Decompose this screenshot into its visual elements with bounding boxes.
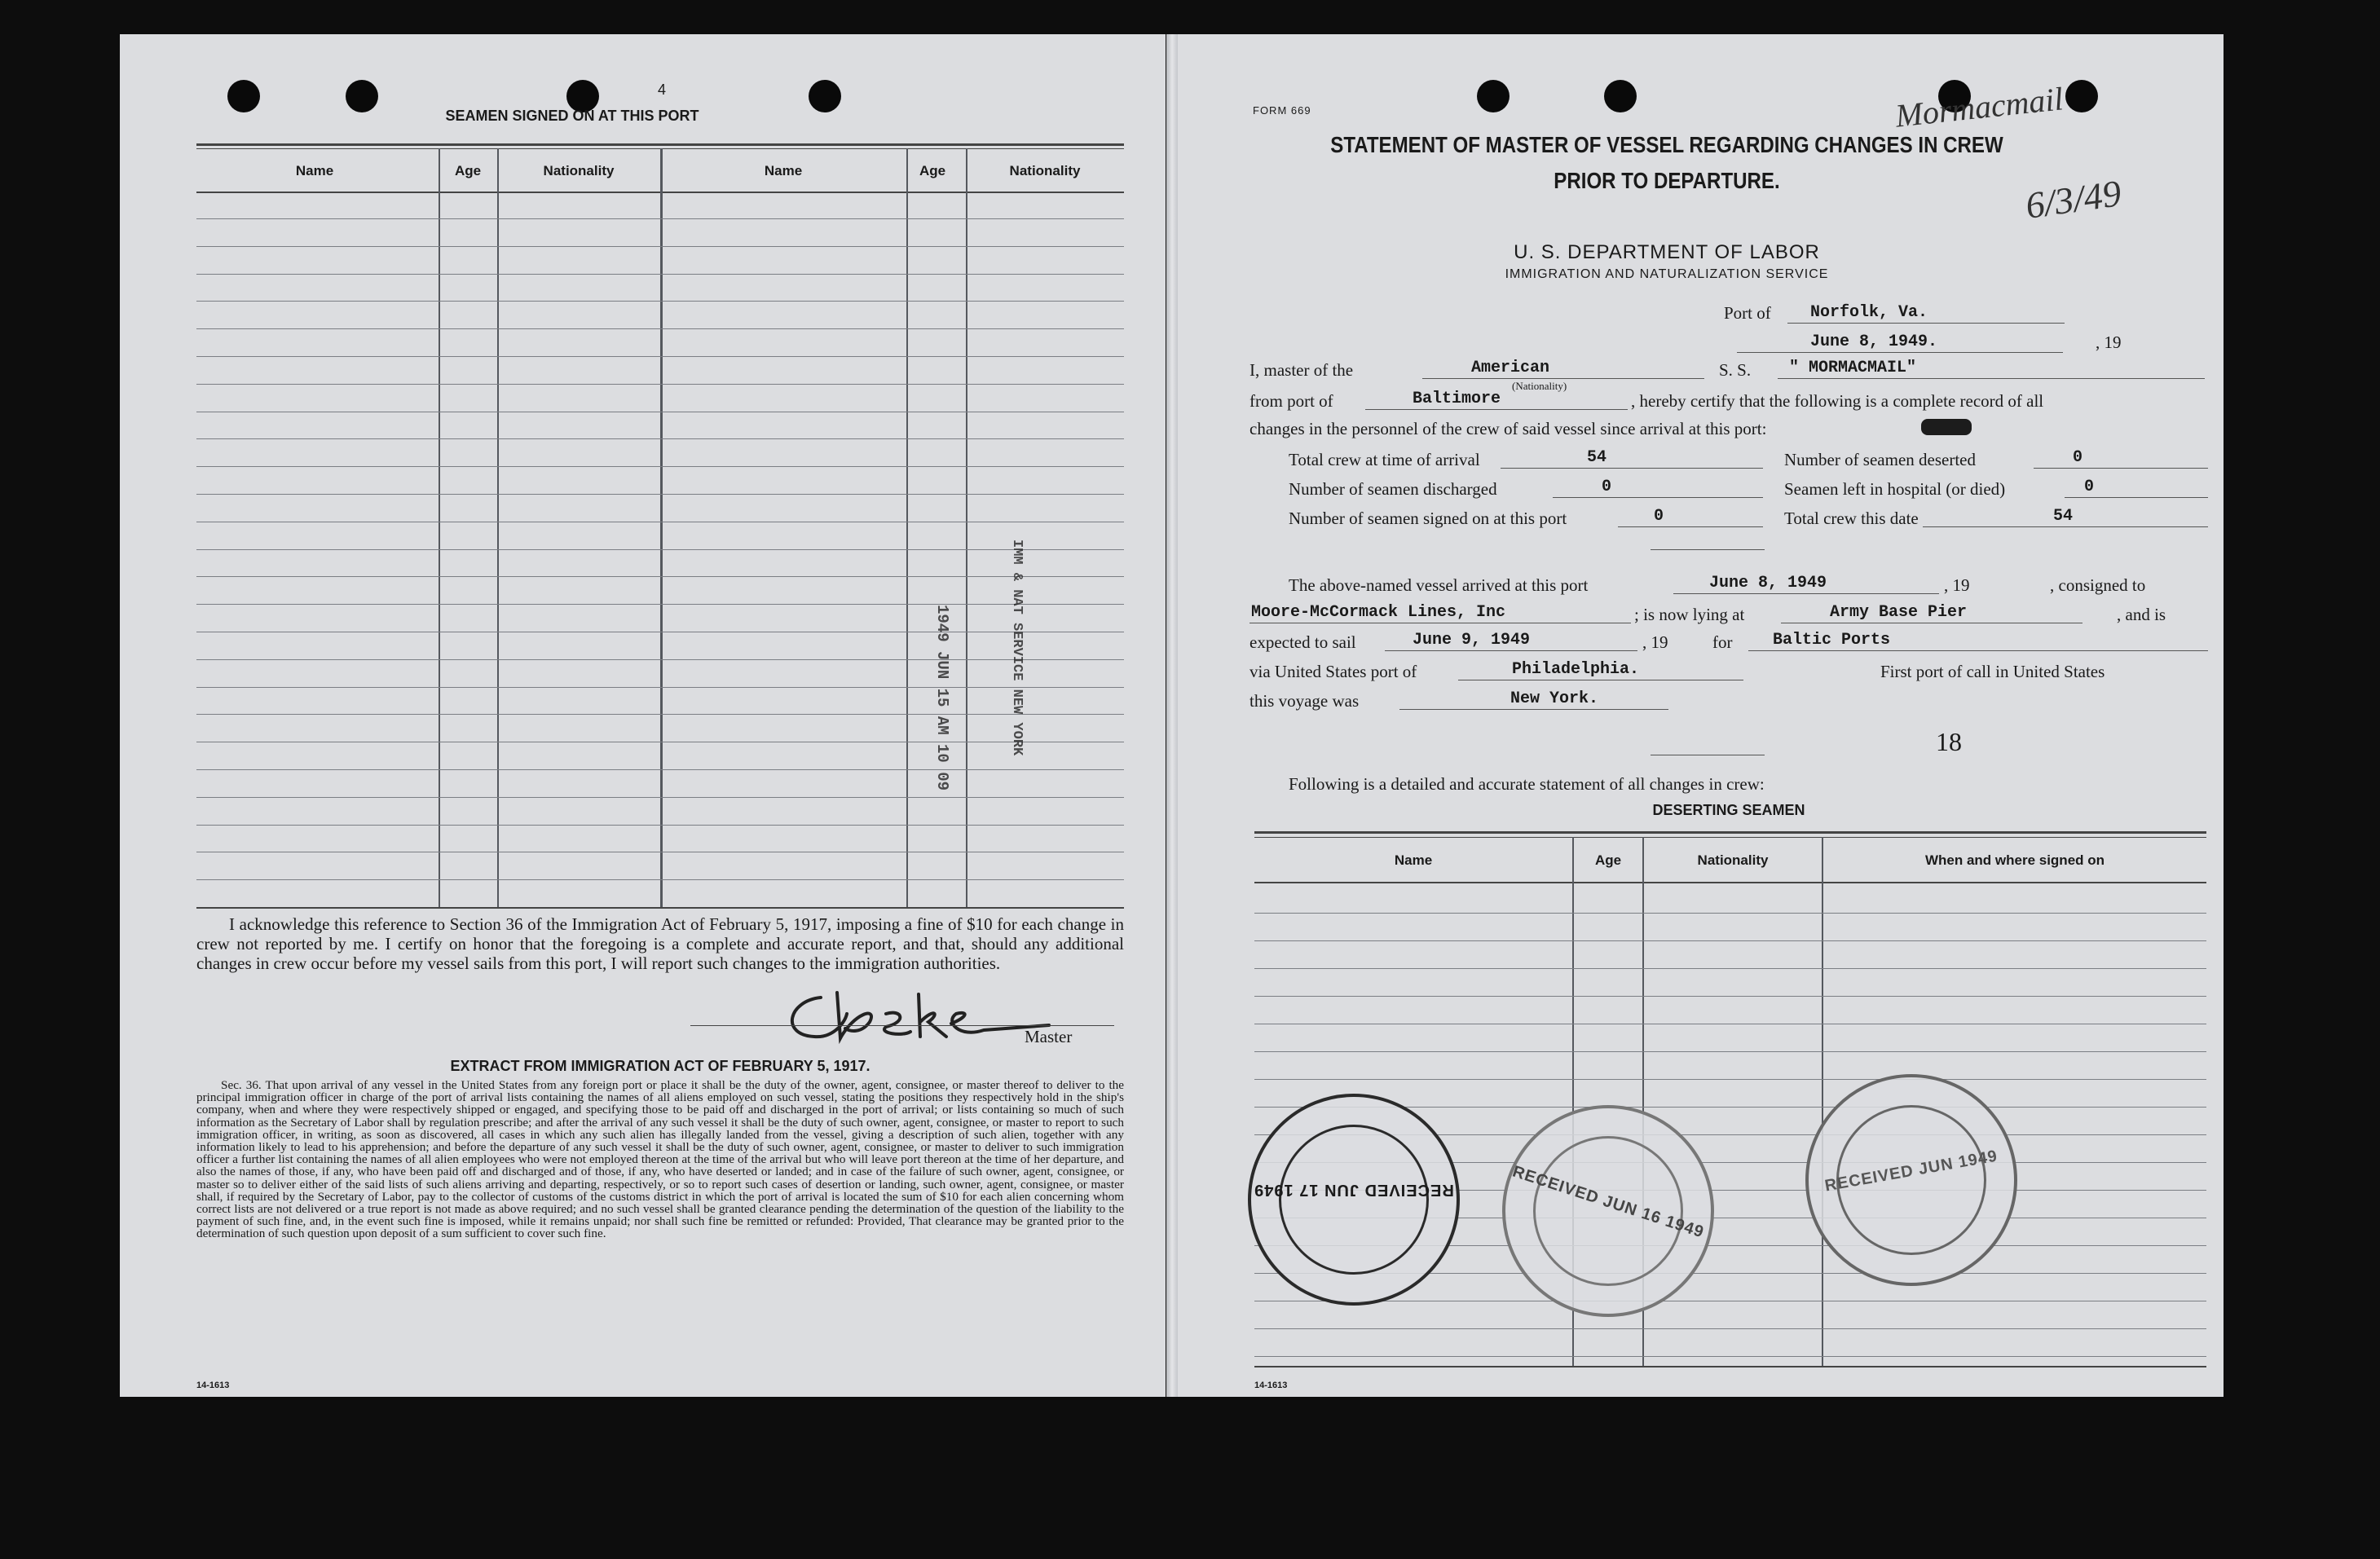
table-row-rule <box>1254 913 2206 914</box>
deserted-label: Number of seamen deserted <box>1784 450 1976 469</box>
form-number: FORM 669 <box>1253 104 1311 117</box>
desert-col-header-signed-on: When and where signed on <box>1924 852 2105 868</box>
desert-col-header-age: Age <box>1594 852 1622 868</box>
table-row-rule <box>1254 1328 2206 1329</box>
col-header-age-2: Age <box>919 163 946 178</box>
consignee-value: Moore-McCormack Lines, Inc <box>1251 603 1506 622</box>
extract-title: EXTRACT FROM IMMIGRATION ACT OF FEBRUARY 5, 1917. <box>450 1058 870 1074</box>
col-header-nationality-2: Nationality <box>1009 163 1081 178</box>
lying-at-value: Army Base Pier <box>1830 603 1968 622</box>
table-row-rule <box>196 879 1124 880</box>
acknowledgement-paragraph: I acknowledge this reference to Section 36 of the Immigration Act of February 5, 1917, imposing a fine of $10 for each change in crew not reported by me. I certify on honor that the foregoing is a complete and accurate report, and that, should any additional changes in crew occur before my vessel sails from this port, I will report such changes to the immigration authorities. <box>196 914 1124 973</box>
col-header-name-2: Name <box>764 163 803 178</box>
master-label: Master <box>1025 1027 1073 1046</box>
expected-value: June 9, 1949 <box>1413 631 1531 650</box>
master-signature <box>756 989 1065 1045</box>
master-of-label: I, master of the <box>1250 360 1354 380</box>
table-row-rule <box>196 301 1124 302</box>
vertical-office-stamp: IMM & NAT SERVICE NEW YORK <box>1009 539 1025 756</box>
via-label: via United States port of <box>1250 662 1417 681</box>
expected-label: expected to sail <box>1250 632 1356 652</box>
table-row-rule <box>196 769 1124 770</box>
voyage-value: New York. <box>1510 689 1599 708</box>
discharged-label: Number of seamen discharged <box>1289 479 1497 499</box>
deserted-value: 0 <box>2073 448 2083 467</box>
form-title-line2: PRIOR TO DEPARTURE. <box>1554 168 1780 193</box>
lying-at-label: ; is now lying at <box>1634 605 1745 624</box>
desert-col-header-name: Name <box>1394 852 1433 868</box>
deserting-seamen-title: DESERTING SEAMEN <box>1652 802 1805 818</box>
table-row-rule <box>196 328 1124 329</box>
handwritten-vessel-name: Mormacmail <box>1893 80 2065 134</box>
col-header-nationality: Nationality <box>543 163 615 178</box>
table-row-rule <box>196 825 1124 826</box>
table-row-rule <box>196 356 1124 357</box>
service-name: IMMIGRATION AND NATURALIZATION SERVICE <box>1505 267 1829 281</box>
via-value: Philadelphia. <box>1512 660 1640 679</box>
total-crew-arrival-value: 54 <box>1587 448 1607 467</box>
and-is-label: , and is <box>2117 605 2166 624</box>
desert-col-header-nationality: Nationality <box>1697 852 1769 868</box>
table-row-rule <box>196 466 1124 467</box>
punch-hole <box>2065 80 2098 112</box>
table-row-rule <box>1254 968 2206 969</box>
table-row-rule <box>1254 996 2206 997</box>
port-of-label: Port of <box>1724 303 1771 323</box>
table-row-rule <box>196 438 1124 439</box>
table-row-rule <box>196 218 1124 219</box>
handwritten-date: 6/3/49 <box>2023 172 2124 227</box>
consigned-label: , consigned to <box>2050 575 2146 595</box>
left-page <box>120 34 1166 1397</box>
arrived-value: June 8, 1949 <box>1709 574 1827 592</box>
hospital-value: 0 <box>2084 478 2095 496</box>
table-row-rule <box>196 604 1124 605</box>
right-page <box>1178 34 2224 1397</box>
table-row-rule <box>196 246 1124 247</box>
form-code-left: 14-1613 <box>196 1381 230 1390</box>
signed-on-value: 0 <box>1654 507 1664 526</box>
arrived-year: , 19 <box>1944 575 1970 595</box>
received-stamp-2: RECEIVED JUN 16 1949 <box>1502 1105 1714 1317</box>
discharged-value: 0 <box>1602 478 1612 496</box>
arrived-label: The above-named vessel arrived at this port <box>1289 575 1589 595</box>
expected-year: , 19 <box>1642 632 1668 652</box>
annotation-number: 18 <box>1936 727 1962 756</box>
punch-hole <box>1477 80 1510 112</box>
form-title-line1: STATEMENT OF MASTER OF VESSEL REGARDING CHANGES IN CREW <box>1330 132 2003 157</box>
section-title: SEAMEN SIGNED ON AT THIS PORT <box>445 108 699 124</box>
nationality-caption: (Nationality) <box>1512 380 1567 392</box>
col-header-name: Name <box>295 163 334 178</box>
voyage-label: this voyage was <box>1250 691 1360 711</box>
following-text: Following is a detailed and accurate statement of all changes in crew: <box>1289 774 1765 794</box>
port-of-value: Norfolk, Va. <box>1810 303 1928 322</box>
certify-text: , hereby certify that the following is a complete record of all <box>1631 391 2044 411</box>
total-crew-date-label: Total crew this date <box>1784 509 1919 528</box>
department-name: U. S. DEPARTMENT OF LABOR <box>1514 241 1820 263</box>
table-row-rule <box>196 494 1124 495</box>
received-stamp-3: RECEIVED JUN 1949 <box>1805 1074 2017 1286</box>
table-row-rule <box>1254 1079 2206 1080</box>
table-row-rule <box>196 659 1124 660</box>
year-suffix: , 19 <box>2096 332 2122 352</box>
vertical-date-stamp: 1949 JUN 15 AM 10 09 <box>933 605 951 791</box>
punch-hole <box>809 80 841 112</box>
table-row-rule <box>196 274 1124 275</box>
from-port-label: from port of <box>1250 391 1333 411</box>
for-label: for <box>1712 632 1733 652</box>
total-crew-arrival-label: Total crew at time of arrival <box>1289 450 1480 469</box>
nationality-value: American <box>1471 359 1550 377</box>
table-row-rule <box>196 576 1124 577</box>
total-crew-date-value: 54 <box>2053 507 2074 526</box>
report-date: June 8, 1949. <box>1810 332 1938 351</box>
col-header-age: Age <box>454 163 482 178</box>
certify-text-2: changes in the personnel of the crew of said vessel since arrival at this port: <box>1250 419 1767 438</box>
page-number: 4 <box>658 81 667 98</box>
extract-text: Sec. 36. That upon arrival of any vessel in the United States from any foreign port or place it shall be the duty of the owner, agent, consignee, or master thereof to deliver to the principal immigration officer in charge of the port of arrival lists containing the names of all aliens employed on such vessel, stating the positions they respectively hold in the ship's company, when and where they were respectively shipped or engaged, and specifying those to be paid off and discharged in the port of arrival; or lists containing so much of such information as the Secretary of Labor shall by regulation prescribe; and after the arrival of any such vessel it shall be the duty of such owner, agent, consignee, or master to report to such immigration officer, in writing, as soon as discovered, all cases in which any such alien has illegally landed from the vessel, giving a description of such alien, together with any information likely to lead to his apprehension; and before the departure of any such vessel it shall be the duty of such owner, agent, consignee, or master to deliver to such immigration officer a further list containing the names of all alien employees who were not employed thereon at the time of the arrival but who will leave port thereon at the time of her departure, and also the names of those, if any, who have been paid off and discharged and of those, if any, who have deserted or landed; and in case of the failure of such owner, agent, consignee, or master so to deliver either of the said lists of such aliens arriving and departing, respectively, or so to report such cases of desertion or landing, such owner, agent, consignee, or master shall, if required by the Secretary of Labor, pay to the collector of customs of the customs district in which the port of arrival is located the sum of $10 for each alien concerning whom correct lists are not delivered or a true report is not made as above required; and no such vessel shall be granted clearance pending the determination of the question of the liability to the payment of such fine, and, in the event such fine is imposed, while it remains unpaid; nor shall such fine be remitted or refunded: Provided, That clearance may be granted prior to the determination of such question upon deposit of a sum sufficient to cover such fine. <box>196 1078 1124 1241</box>
page-fold <box>1166 34 1178 1397</box>
table-row-rule <box>1254 1051 2206 1052</box>
table-row-rule <box>196 549 1124 550</box>
signed-on-label: Number of seamen signed on at this port <box>1289 509 1567 528</box>
redaction-mark <box>1921 419 1972 435</box>
received-stamp-1: RECEIVED JUN 17 1949 <box>1248 1094 1460 1306</box>
table-row-rule <box>196 714 1124 715</box>
form-code-right: 14-1613 <box>1254 1381 1288 1390</box>
hospital-label: Seamen left in hospital (or died) <box>1784 479 2006 499</box>
first-port-label: First port of call in United States <box>1880 662 2105 681</box>
ss-label: S. S. <box>1719 360 1752 380</box>
table-row-rule <box>196 797 1124 798</box>
table-row-rule <box>196 687 1124 688</box>
punch-hole <box>1604 80 1637 112</box>
punch-hole <box>227 80 260 112</box>
table-row-rule <box>1254 940 2206 941</box>
table-row-rule <box>1254 1356 2206 1357</box>
ship-name: " MORMACMAIL" <box>1789 359 1917 377</box>
for-value: Baltic Ports <box>1773 631 1891 650</box>
from-port-value: Baltimore <box>1413 390 1501 408</box>
table-row-rule <box>196 384 1124 385</box>
